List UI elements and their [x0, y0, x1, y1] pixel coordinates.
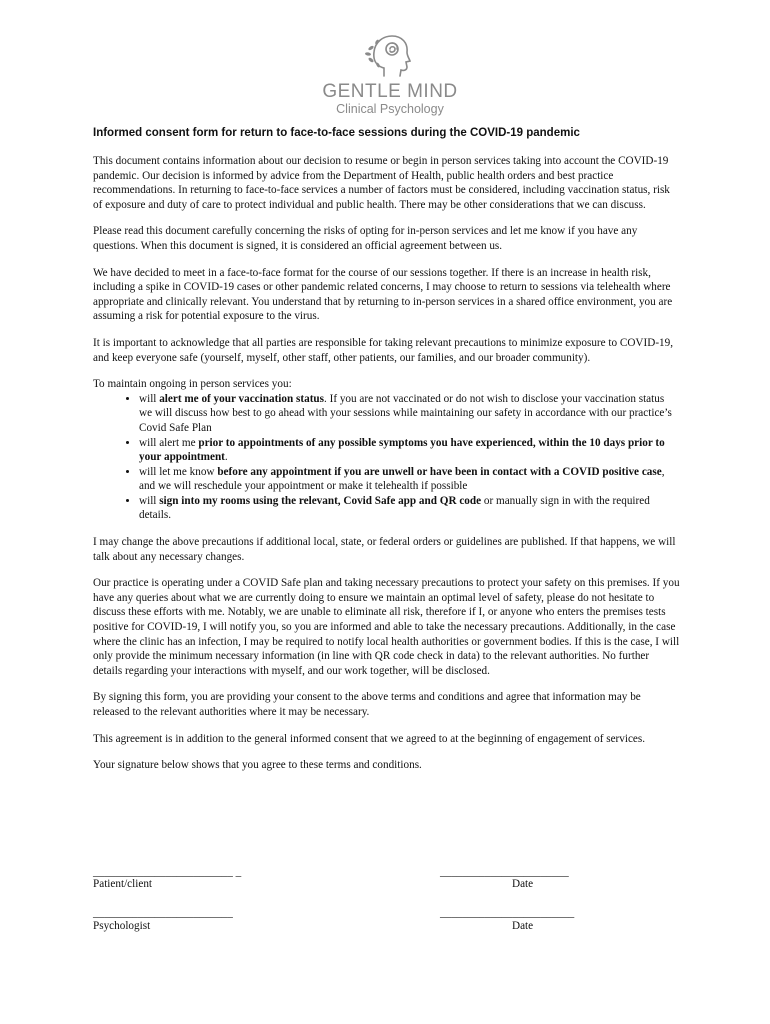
- list-item: • will alert me of your vaccination status. If you are not vaccinated or do not wish to disclose your vaccination status we will discuss how best to go ahead with your sessions while maintaining our safety in accordance with our practice’s Covid Safe Plan: [139, 392, 680, 436]
- psychologist-signature-label: Psychologist: [93, 920, 151, 932]
- paragraph-changes: I may change the above precautions if additional local, state, or federal orders or guidelines are published. If that happens, we will talk about any necessary changes.: [93, 536, 676, 563]
- list-item: • will sign into my rooms using the relevant, Covid Safe app and QR code or manually sign in with the required details.: [139, 494, 680, 523]
- paragraph-signature-note: Your signature below shows that you agree to these terms and conditions.: [93, 759, 422, 772]
- paragraph-intro: This document contains information about our decision to resume or begin in person services taking into account the COVID-19 pandemic. Our decision is informed by advice from the Department of Health, public health orders and best practice recommendations. In returning to face-to-face services a number of factors must be considered, including vaccination status, risk of exposure and duty of care to protect individual and public health. There may be other considerations that we can discuss.: [93, 155, 670, 211]
- document-body: [93, 154, 680, 785]
- precautions-list: [93, 392, 680, 523]
- date-label-2: Date: [512, 920, 534, 932]
- paragraph-format: We have decided to meet in a face-to-face format for the course of our sessions together. If there is an increase in health risk, including a spike in COVID-19 cases or other pandemic related concerns, I may choose to return to sessions via telehealth where appropriate and clinically relevant. You understand that by returning to in-person services in a shared office environment, you are assuming a risk for potential exposure to the virus.: [93, 266, 673, 323]
- date-line-1[interactable]: _______________________: [440, 866, 569, 878]
- list-item: • will alert me prior to appointments of any possible symptoms you have experienced, within the 10 days prior to your appointment.: [139, 436, 680, 465]
- paragraph-read-carefully: Please read this document carefully concerning the risks of opting for in-person services and let me know if you have any questions. When this document is signed, it is considered an official agreement between us.: [93, 225, 638, 252]
- logo-name: GENTLE MIND: [322, 81, 458, 102]
- date-line-2[interactable]: ________________________: [440, 907, 575, 919]
- head-profile-icon: [362, 32, 418, 80]
- patient-signature-label: Patient/client: [93, 878, 153, 890]
- paragraph-covid-safe: Our practice is operating under a COVID Safe plan and taking necessary precautions to protect your safety on this premises. If you have any queries about what we are currently doing to ensure we maintain an optimal level of safety, please do not hesitate to discuss these efforts with me. Notably, we are unable to eliminate all risk, therefore if I, or anyone who enters the premises tests positive for COVID-19, I will notify you, so you are informed and able to take the necessary precautions. Additionally, in the case where the clinic has an infection, I may be required to notify local health authorities or government bodies. If this is the case, I will only provide the minimum necessary information (in line with QR code check in data) to the relevant authorities. No further details regarding your interactions with myself, and our work together, will be disclosed.: [93, 577, 680, 677]
- page-title: Informed consent form for return to face-to-face sessions during the COVID-19 pandemic: [93, 127, 580, 139]
- logo-subtitle: Clinical Psychology: [336, 102, 444, 116]
- list-item: • will let me know before any appointment if you are unwell or have been in contact with a COVID positive case, and we will reschedule your appointment or make it telehealth if possible: [139, 465, 680, 494]
- date-label-1: Date: [512, 878, 534, 890]
- practice-logo: [310, 32, 470, 116]
- paragraph-responsibility: It is important to acknowledge that all parties are responsible for taking relevant precautions to minimize exposure to COVID-19, and keep everyone safe (yourself, myself, other staff, other patients, our families, and our broader community).: [93, 336, 674, 364]
- paragraph-consent: By signing this form, you are providing your consent to the above terms and conditions and agree that information may be released to the relevant authorities where it may be necessary.: [93, 691, 641, 718]
- paragraph-agreement: This agreement is in addition to the general informed consent that we agreed to at the beginning of engagement of services.: [93, 732, 646, 745]
- psychologist-signature-line[interactable]: _________________________: [93, 907, 233, 919]
- patient-signature-line[interactable]: _________________________ _: [93, 866, 242, 878]
- list-intro: To maintain ongoing in person services you:: [93, 378, 292, 391]
